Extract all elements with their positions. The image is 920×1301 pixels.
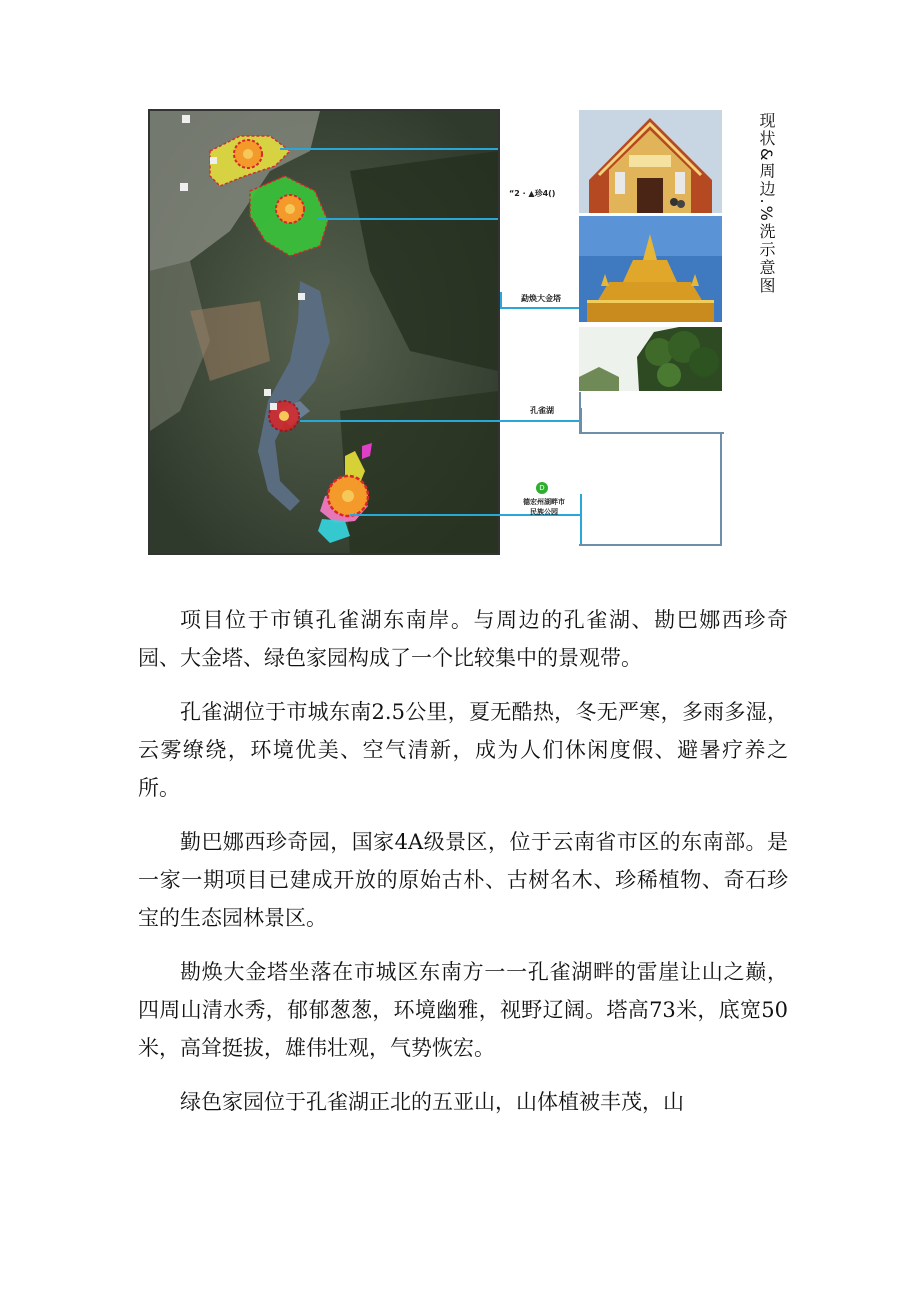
- photo-temple: [579, 110, 722, 213]
- photo-frame-right-edge: [720, 432, 722, 544]
- paragraph-project-location: 项目位于市镇孔雀湖东南岸。与周边的孔雀湖、勘巴娜西珍奇园、大金塔、绿色家园构成了一个比较集中的景观带。: [138, 608, 788, 670]
- callout-vertical-pagoda: [500, 292, 502, 308]
- callout-line-pagoda: [500, 307, 580, 309]
- forest-image: [579, 327, 722, 391]
- body-text: [138, 601, 788, 1137]
- callout-line-b: [318, 218, 498, 220]
- park-marker-badge: D: [536, 482, 548, 494]
- pagoda-image: [579, 216, 722, 322]
- photo-frame-park: [579, 432, 722, 546]
- photo-golden-pagoda: [579, 216, 722, 322]
- label-top-right: “2 · ▲珍4(): [509, 189, 556, 198]
- paragraph-peacock-lake: 孔雀湖位于市城东南2.5公里，夏无酷热，冬无严寒，多雨多湿，云雾缭绕，环境优美、空气清新，成为人们休闲度假、避暑疗养之所。: [138, 700, 788, 800]
- paragraph-green-homeland: 绿色家园位于孔雀湖正北的五亚山，山体植被丰茂，山: [180, 1090, 684, 1114]
- callout-line-c: [300, 420, 580, 422]
- label-lake: 孔雀湖: [530, 406, 554, 415]
- label-park: 德宏州湖畔市 民族公园: [523, 498, 565, 516]
- photo-forest: [579, 327, 722, 391]
- paragraph-golden-pagoda: 勘焕大金塔坐落在市城区东南方一一孔雀湖畔的雷崖让山之巅，四周山清水秀，郁郁葱葱，环境幽雅，视野辽阔。塔高73米，底宽50米，高耸挺拔，雄伟壮观，气势恢宏。: [138, 960, 788, 1060]
- paragraph-botanical-garden: 勤巴娜西珍奇园，国家4A级景区，位于云南省市区的东南部。是一家一期项目已建成开放的原始古朴、古树名木、珍稀植物、奇石珍宝的生态园林景区。: [138, 830, 788, 930]
- callout-line-a: [280, 148, 498, 150]
- figure-caption: 现状&周边.%洗示意图: [757, 112, 776, 295]
- satellite-map-graphic: [150, 111, 498, 553]
- temple-image: [579, 110, 722, 213]
- site-map: [148, 109, 500, 555]
- photo-frame-lake: [579, 392, 724, 434]
- label-pagoda: 勐焕大金塔: [521, 294, 561, 303]
